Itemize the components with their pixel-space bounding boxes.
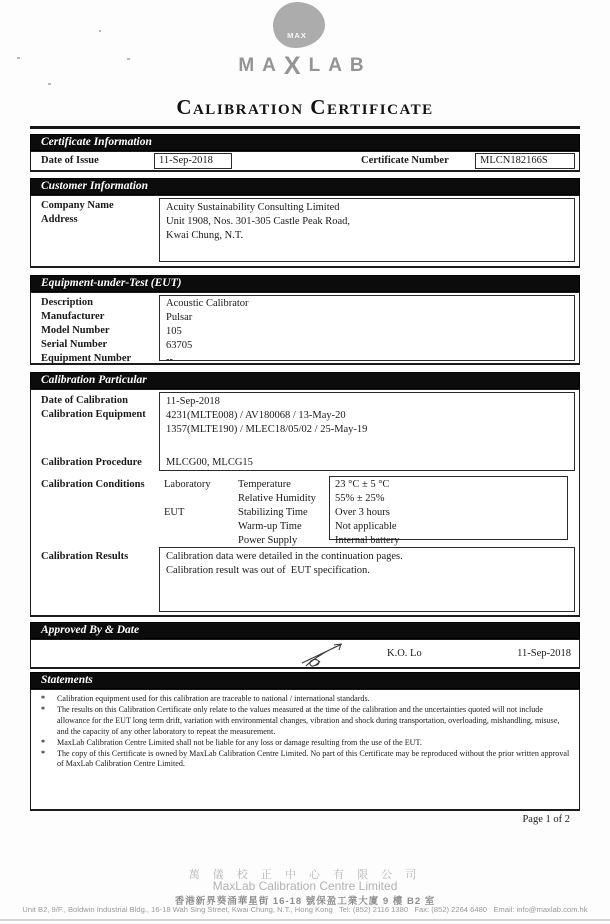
eut-row-value: --	[166, 353, 173, 365]
company-name-label: Company Name	[41, 200, 114, 211]
section-header-statements	[30, 672, 580, 689]
bullet: *	[41, 704, 46, 714]
section-header-certificate-information	[30, 134, 580, 151]
statement-item	[41, 749, 573, 771]
section-header-customer-information	[30, 178, 580, 195]
eut-row-value: 105	[166, 325, 182, 337]
scan-speck	[99, 30, 101, 32]
wordmark-part: LAB	[308, 55, 372, 76]
eut-row-label: Description	[41, 297, 93, 308]
wordmark-x: X	[283, 52, 309, 80]
statement-text: The copy of this Certificate is owned by MaxLab Calibration Centre Limited. No part of this Certificate may be reproduced without the prior written approval of MaxLab Calibration Centre Limited.	[57, 748, 570, 769]
eut-row-label: Manufacturer	[41, 310, 105, 322]
condition-value: Over 3 hours	[335, 506, 390, 518]
address-line2: Kwai Chung, N.T.	[166, 229, 244, 241]
address-label: Address	[41, 214, 78, 225]
approver-name: K.O. Lo	[387, 648, 422, 659]
calibration-particular-box	[30, 389, 580, 617]
calibration-conditions-label: Calibration Conditions	[41, 479, 145, 490]
statement-item	[41, 705, 573, 738]
calibration-results-field	[159, 547, 575, 612]
section-header-label: Certificate Information	[41, 136, 152, 148]
eut-values-field	[159, 295, 575, 365]
certificate-number-label: Certificate Number	[361, 155, 449, 166]
eut-box	[30, 292, 580, 365]
condition-value: Internal battery	[335, 534, 400, 546]
condition-param: Power Supply	[238, 534, 298, 546]
condition-value: 55% ± 25%	[335, 492, 385, 504]
condition-param: Stabilizing Time	[238, 506, 308, 518]
condition-param: Relative Humidity	[238, 492, 316, 504]
bullet: *	[41, 737, 46, 747]
footer-address-chinese: 香港新界葵涌華星街 16-18 號保盈工業大廈 9 樓 B2 室	[174, 896, 436, 907]
certificate-info-box	[30, 151, 580, 172]
maxlab-logo-text: MAX	[287, 31, 307, 40]
company-name-value: Acuity Sustainability Consulting Limited	[166, 202, 340, 213]
statement-text: The results on this Calibration Certificate only relate to the values measured at the time of the calibration and the uncertainties quoted will not include allowance for the EUT long term drift, variation with environmental changes, vibration and shock during transportation, overloading, mishandling, misuse, and the capacity of any other laboratory to repeat the measurement.	[57, 704, 560, 736]
date-of-issue-value: 11-Sep-2018	[159, 155, 213, 166]
scan-speck	[48, 83, 51, 85]
certificate-number-field	[475, 153, 575, 169]
section-header-eut	[30, 275, 580, 292]
customer-info-field	[159, 198, 575, 262]
section-header-label: Equipment-under-Test (EUT)	[41, 277, 182, 289]
page-number: Page 1 of 2	[522, 814, 570, 825]
condition-param: Temperature	[238, 479, 291, 490]
conditions-laboratory-label: Laboratory	[164, 479, 211, 490]
wordmark-part: MA	[238, 55, 284, 76]
address-line1: Unit 1908, Nos. 301-305 Castle Peak Road,	[166, 215, 351, 227]
calibration-results-line1: Calibration data were detailed in the continuation pages.	[166, 551, 403, 562]
section-header-approved	[30, 622, 580, 639]
certificate-number-value: MLCN182166S	[480, 155, 548, 166]
statements-box	[30, 689, 580, 811]
eut-row-label: Serial Number	[41, 338, 108, 350]
condition-value: Not applicable	[335, 520, 397, 532]
maxlab-logo-icon	[273, 2, 325, 48]
calibration-detail-field	[159, 392, 575, 471]
date-of-calibration-label: Date of Calibration	[41, 395, 128, 406]
section-header-label: Calibration Particular	[41, 374, 147, 386]
condition-param: Warm-up Time	[238, 520, 302, 532]
calibration-procedure-label: Calibration Procedure	[41, 457, 142, 468]
calibration-procedure-value: MLCG00, MLCG15	[166, 457, 253, 468]
title-divider	[30, 126, 580, 129]
calibration-results-line2: Calibration result was out of EUT specification.	[166, 564, 370, 576]
section-header-label: Statements	[41, 674, 93, 686]
date-of-issue-label: Date of Issue	[41, 155, 99, 166]
eut-row-value: Pulsar	[166, 311, 193, 323]
calibration-equipment-label: Calibration Equipment	[41, 409, 146, 420]
conditions-values-field	[329, 476, 568, 546]
date-of-calibration-value: 11-Sep-2018	[166, 396, 220, 407]
conditions-eut-label: EUT	[164, 507, 185, 518]
footer-address-english: Unit B2, 9/F., Boldwin Industrial Bldg., 16-18 Wah Sing Street, Kwai Chung, N.T., Hong Kong Tel: (852) 2116 1380 Fax: (852) 2264 6480 Email: info@maxlab.com.hk	[22, 905, 588, 914]
scan-edge-line	[0, 919, 610, 921]
calibration-results-label: Calibration Results	[41, 551, 129, 562]
condition-value: 23 °C ± 5 °C	[335, 479, 390, 490]
date-of-issue-field	[154, 153, 232, 169]
eut-row-label: Equipment Number	[41, 352, 132, 364]
statement-item	[41, 694, 573, 705]
eut-row-value: 63705	[166, 339, 193, 351]
calibration-equipment-line1: 4231(MLTE008) / AV180068 / 13-May-20	[166, 409, 346, 421]
eut-row-value: Acoustic Calibrator	[166, 298, 249, 309]
footer-company-chinese: 萬 儀 校 正 中 心 有 限 公 司	[188, 869, 422, 881]
eut-row-label: Model Number	[41, 324, 110, 336]
calibration-equipment-line2: 1357(MLTE190) / MLEC18/05/02 / 25-May-19	[166, 423, 368, 435]
section-header-label: Approved By & Date	[41, 624, 140, 636]
maxlab-wordmark	[0, 52, 610, 81]
approval-date: 11-Sep-2018	[517, 648, 571, 659]
approver-signature-icon	[296, 641, 354, 668]
customer-info-box	[30, 195, 580, 268]
footer-company-english: MaxLab Calibration Centre Limited	[212, 879, 398, 893]
approved-box	[30, 639, 580, 669]
bullet: *	[41, 748, 46, 758]
statement-item	[41, 738, 573, 749]
section-header-label: Customer Information	[41, 180, 149, 192]
statement-text: Calibration equipment used for this calibration are traceable to national / international standards.	[57, 694, 370, 703]
section-header-calibration-particular	[30, 372, 580, 389]
bullet: *	[41, 694, 46, 703]
statement-text: MaxLab Calibration Centre Limited shall not be liable for any loss or damage resulting from the use of the EUT.	[57, 737, 422, 747]
page-title: Calibration Certificate	[176, 95, 434, 119]
